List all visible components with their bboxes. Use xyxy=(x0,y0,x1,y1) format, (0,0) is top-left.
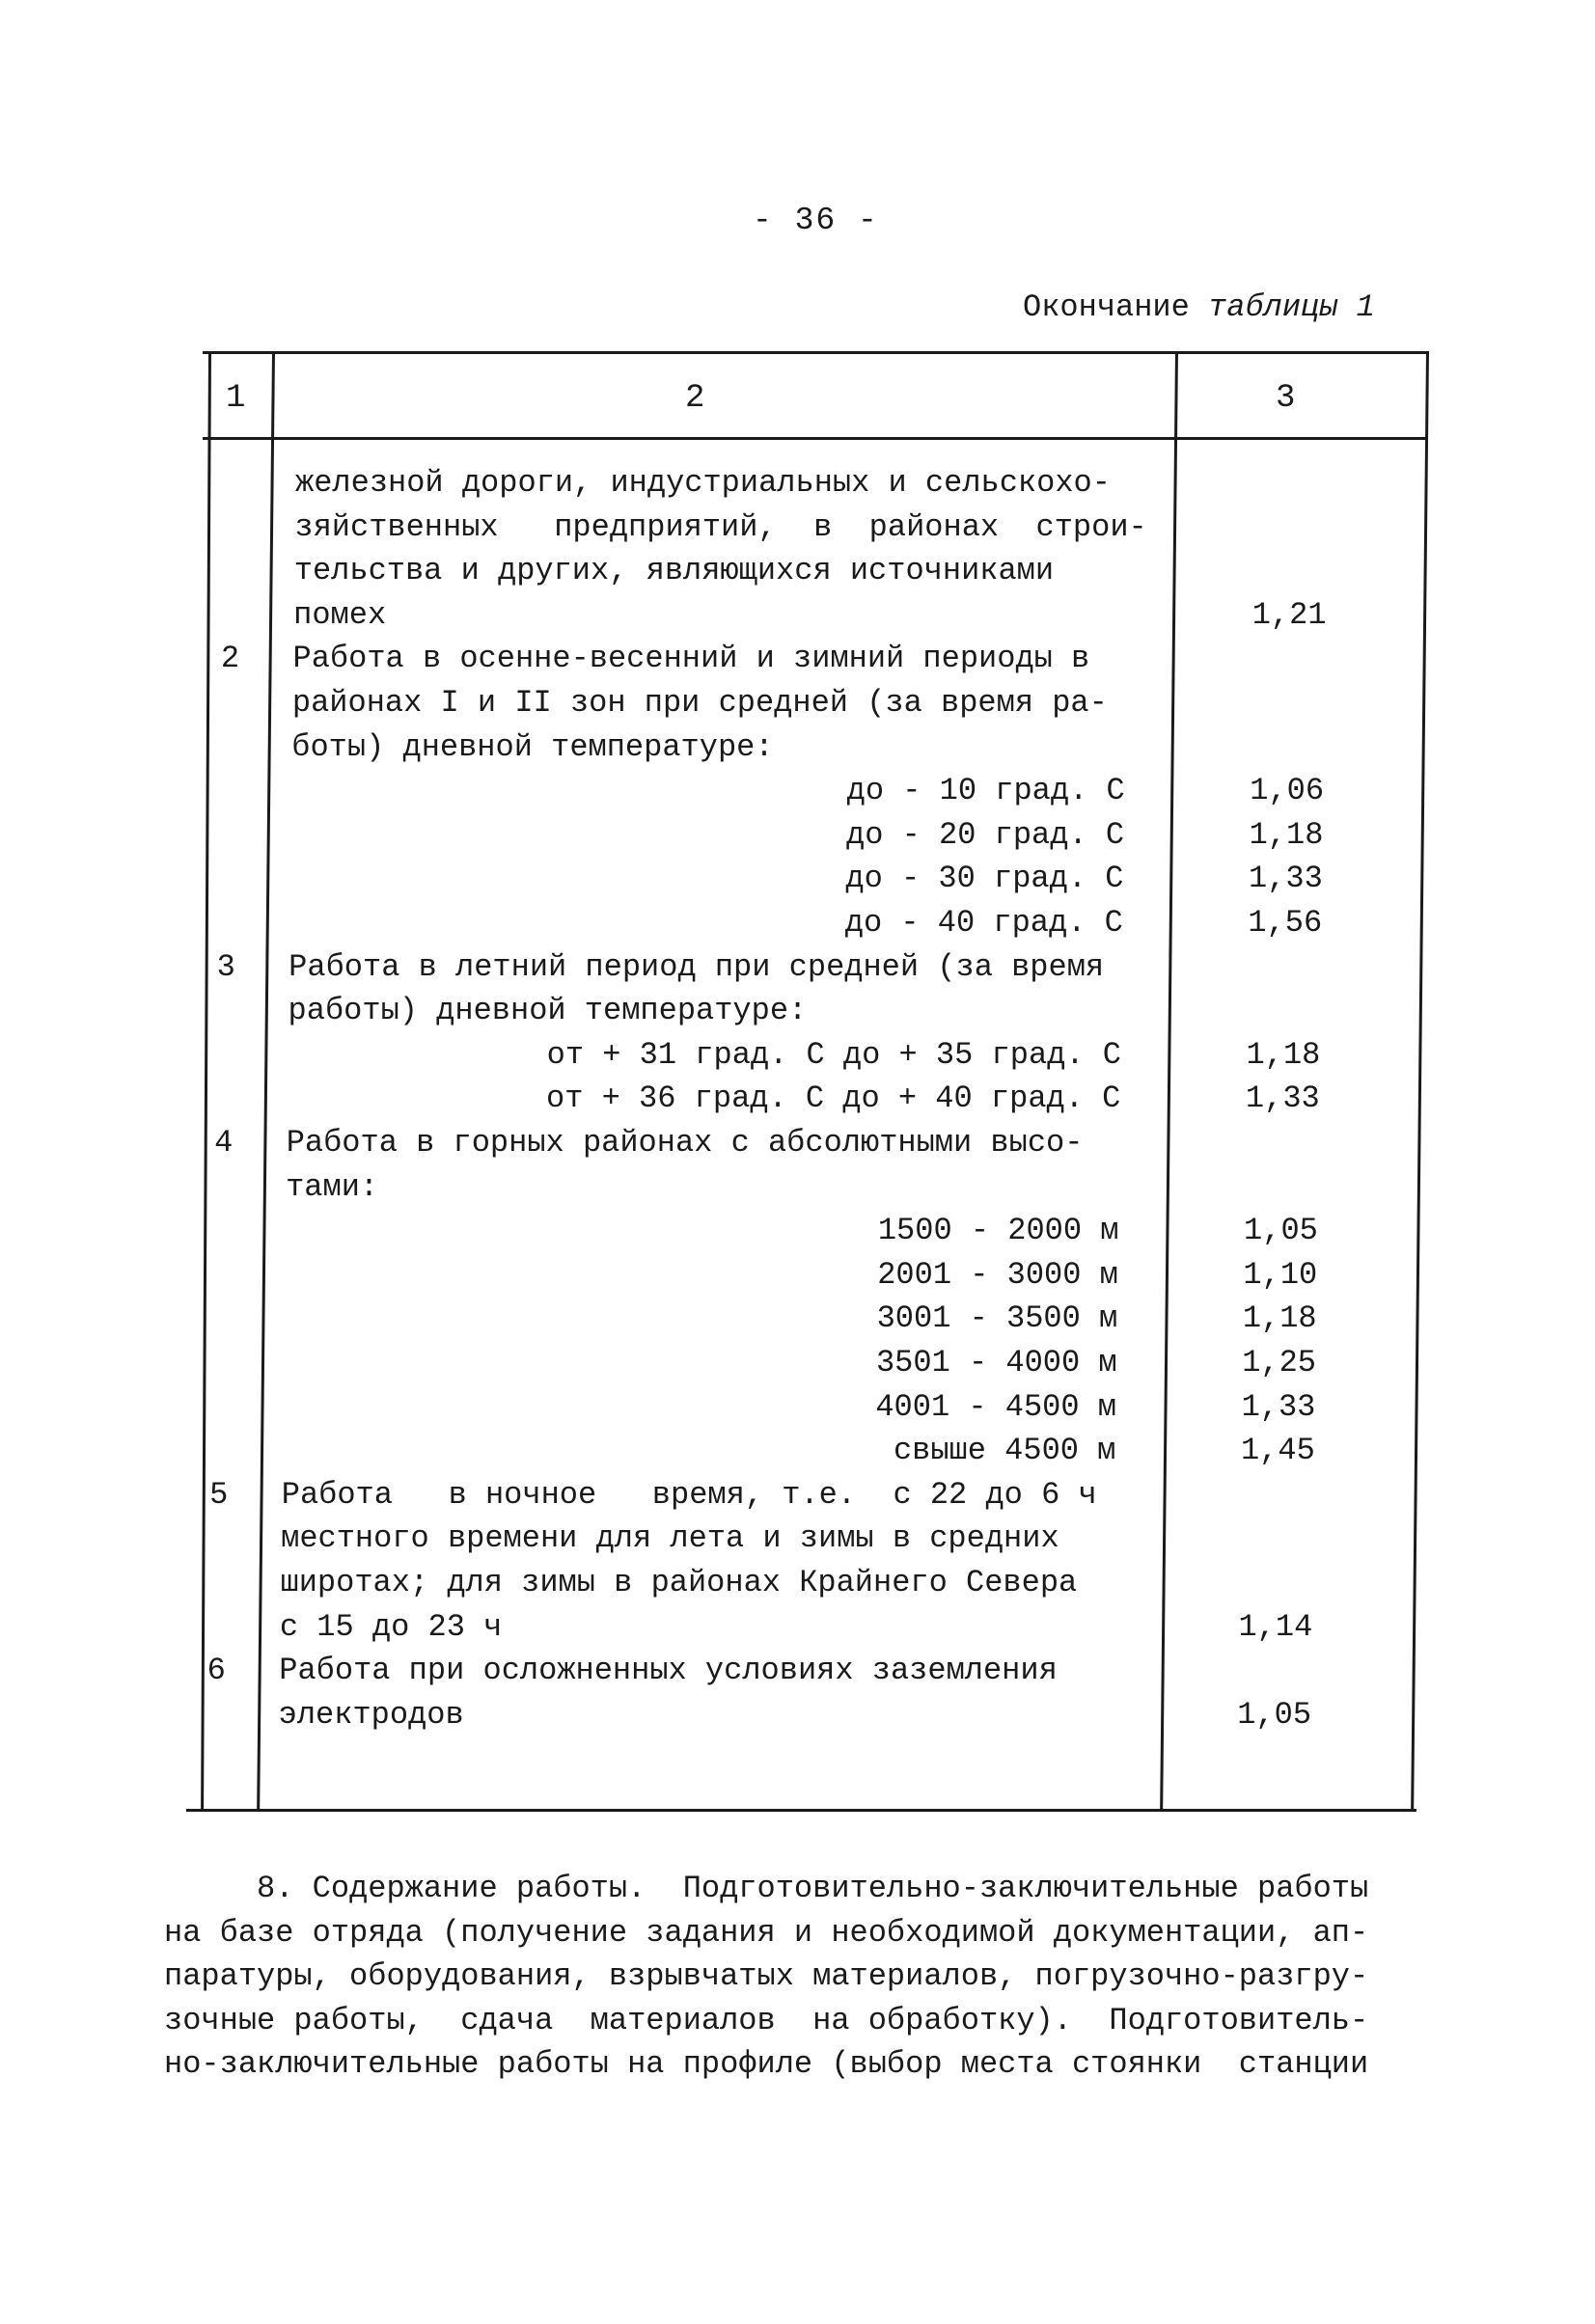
row-coefficient: 1,05 xyxy=(1244,1213,1318,1249)
table-row xyxy=(0,729,1595,773)
table-row xyxy=(0,1697,1595,1740)
row-text: местного времени для лета и зимы в средних xyxy=(281,1520,1059,1557)
table-row xyxy=(0,597,1595,641)
row-coefficient: 1,21 xyxy=(1251,596,1327,633)
table-row xyxy=(0,861,1595,904)
row-text: от + 36 град. С до + 40 град. С xyxy=(546,1080,1121,1117)
table-row xyxy=(0,1565,1595,1608)
row-text: тельства и других, являющихся источниками xyxy=(293,553,1055,589)
row-coefficient: 1,18 xyxy=(1246,1036,1321,1073)
row-text: электродов xyxy=(278,1696,464,1733)
row-text: работы) дневной температуре: xyxy=(288,993,808,1029)
paragraph-line: зочные работы, сдача материалов на обработку). Подготовитель- xyxy=(164,2002,1369,2038)
row-number: 6 xyxy=(206,1653,226,1689)
table-row xyxy=(0,685,1595,728)
row-number: 4 xyxy=(214,1125,234,1161)
page-number: - 36 - xyxy=(753,203,879,238)
table-row xyxy=(0,1609,1595,1653)
row-coefficient: 1,18 xyxy=(1249,816,1324,853)
table-row xyxy=(0,1037,1595,1080)
row-text: до - 40 град. С xyxy=(844,905,1123,941)
paragraph-line: 8. Содержание работы. Подготовительно-заключительные работы xyxy=(164,1871,1369,1906)
table-row xyxy=(0,1257,1595,1300)
row-text: боты) дневной температуре: xyxy=(291,728,774,765)
table-row xyxy=(0,1433,1595,1476)
row-text: широтах; для зимы в районах Крайнего Севера xyxy=(280,1565,1078,1600)
table-row xyxy=(0,905,1595,948)
row-coefficient: 1,45 xyxy=(1240,1433,1315,1469)
table-row xyxy=(0,1653,1595,1696)
caption-prefix: Окончание xyxy=(1023,289,1190,325)
table-row xyxy=(0,1300,1595,1344)
header-col-2: 2 xyxy=(685,380,705,417)
row-text: от + 31 град. С до + 35 град. С xyxy=(546,1036,1121,1073)
table-row xyxy=(0,993,1595,1036)
table-header-border xyxy=(203,437,1428,440)
row-text: свыше 4500 м xyxy=(893,1433,1116,1469)
row-coefficient: 1,06 xyxy=(1250,773,1325,809)
table-row xyxy=(0,641,1595,684)
row-coefficient: 1,14 xyxy=(1238,1608,1313,1645)
row-coefficient: 1,10 xyxy=(1243,1256,1318,1293)
table-row xyxy=(0,553,1595,596)
row-text: 3001 - 3500 м xyxy=(876,1300,1118,1337)
row-text: 2001 - 3000 м xyxy=(877,1256,1118,1293)
row-text: железной дороги, индустриальных и сельскохо- xyxy=(295,465,1111,501)
row-coefficient: 1,33 xyxy=(1245,1080,1320,1117)
table-top-border xyxy=(203,351,1428,354)
table-row xyxy=(0,1169,1595,1213)
paragraph-line: паратуры, оборудования, взрывчатых материалов, погрузочно-разгру- xyxy=(164,1958,1369,1994)
table-row xyxy=(0,773,1595,816)
row-text: 4001 - 4500 м xyxy=(875,1388,1116,1425)
row-text: 3501 - 4000 м xyxy=(875,1345,1117,1381)
row-coefficient: 1,05 xyxy=(1237,1696,1312,1733)
row-coefficient: 1,25 xyxy=(1242,1345,1316,1381)
row-text: до - 30 град. С xyxy=(845,861,1124,897)
row-coefficient: 1,33 xyxy=(1249,861,1323,897)
row-coefficient: 1,56 xyxy=(1248,905,1323,941)
table-row xyxy=(0,1213,1595,1256)
table-row xyxy=(0,1389,1595,1433)
table-row xyxy=(0,1520,1595,1564)
table-row xyxy=(0,1125,1595,1168)
row-text: 1500 - 2000 м xyxy=(877,1213,1119,1249)
row-text: Работа в летний период при средней (за время xyxy=(289,948,1105,985)
header-col-1: 1 xyxy=(226,380,246,417)
row-number: 2 xyxy=(220,641,240,677)
row-number: 5 xyxy=(209,1476,229,1513)
row-text: зяйственных предприятий, в районах строи- xyxy=(294,508,1147,545)
row-text: до - 20 град. С xyxy=(846,816,1125,853)
row-number: 3 xyxy=(216,948,235,985)
table-caption xyxy=(1023,289,1375,325)
body-paragraph xyxy=(164,1867,1418,2087)
caption-italic: таблицы 1 xyxy=(1208,289,1375,325)
table-row xyxy=(0,465,1595,508)
table-row xyxy=(0,817,1595,861)
header-col-3: 3 xyxy=(1276,380,1296,417)
row-coefficient: 1,33 xyxy=(1241,1388,1316,1425)
row-text: помех xyxy=(293,596,387,633)
table-row xyxy=(0,949,1595,993)
row-text: Работа в ночное время, т.е. с 22 до 6 ч xyxy=(281,1476,1097,1513)
row-coefficient: 1,18 xyxy=(1242,1300,1317,1337)
paragraph-line: на базе отряда (получение задания и необходимой документации, ап- xyxy=(164,1914,1369,1951)
table-bottom-border xyxy=(186,1809,1416,1812)
table-row xyxy=(0,1080,1595,1124)
row-text: с 15 до 23 ч xyxy=(279,1608,503,1645)
table-row xyxy=(0,1345,1595,1388)
row-text: тами: xyxy=(286,1168,379,1205)
row-text: до - 10 град. С xyxy=(846,773,1125,809)
row-text: районах I и II зон при средней (за время ра- xyxy=(291,685,1108,721)
table-row xyxy=(0,1477,1595,1520)
row-text: Работа в горных районах с абсолютными высо- xyxy=(286,1125,1084,1161)
table-row xyxy=(0,509,1595,553)
row-text: Работа при осложненных условиях заземления xyxy=(279,1653,1058,1689)
paragraph-line: но-заключительные работы на профиле (выбор места стоянки станции xyxy=(164,2046,1369,2082)
row-text: Работа в осенне-весенний и зимний периоды в xyxy=(292,641,1090,677)
